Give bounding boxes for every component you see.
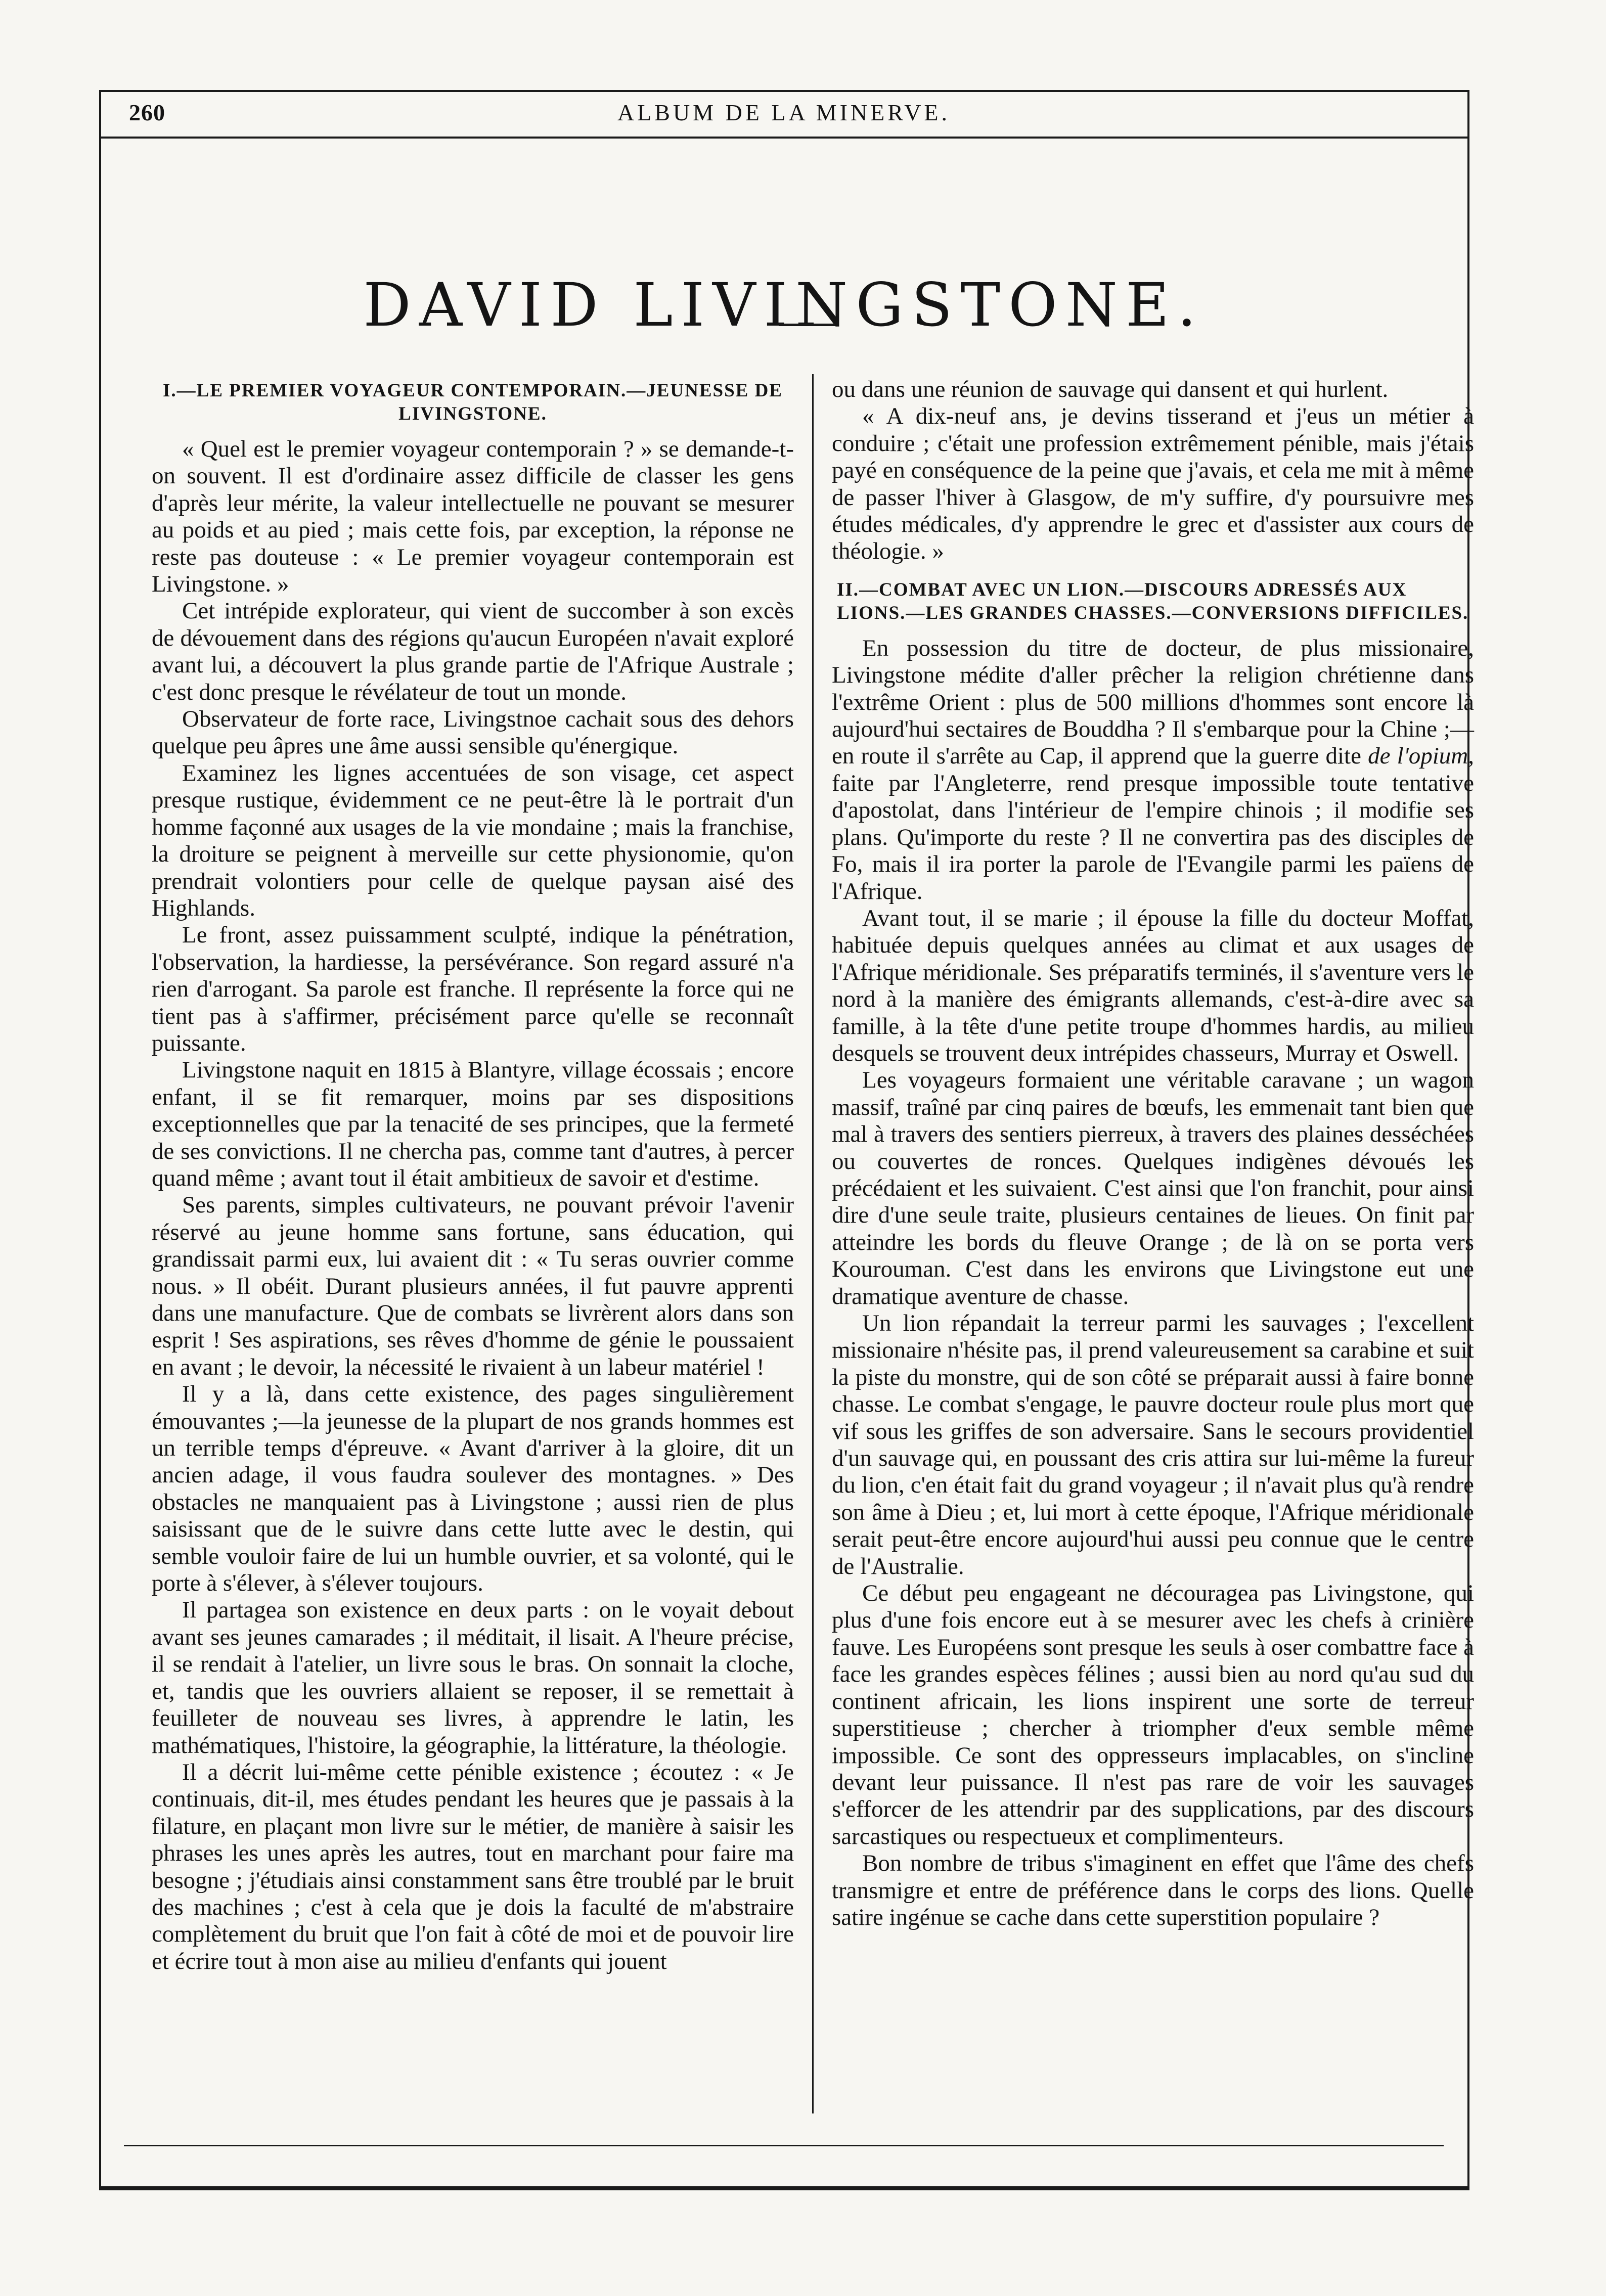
paragraph: Les voyageurs formaient une véritable caravane ; un wagon massif, traîné par cinq paires de bœufs, les emmenait tant bien que mal à travers des sentiers pierreux, à travers des plaines desséchées ou couvertes de ronces. Quelques indigènes dévoués les précédaient et les suivaient. C'est ainsi que l'on franchit, pour ainsi dire d'une seule traite, plusieurs centaines de lieues. On finit par atteindre les bords du fleuve Orange ; de là on se porta vers Kourouman. C'est dans les environs que Livingstone eut une dramatique aventure de chasse. <box>832 1067 1474 1310</box>
paragraph: Livingstone naquit en 1815 à Blantyre, village écossais ; encore enfant, il se fit remarquer, moins par ses dispositions exceptionnelles que par la tenacité de ses principes, que la fermeté de ses convictions. Il ne chercha pas, comme tant d'autres, à percer quand même ; avant tout il était ambitieux de savoir et d'estime. <box>152 1057 794 1191</box>
paragraph-continuation: ou dans une réunion de sauvage qui dansent et qui hurlent. <box>832 376 1389 402</box>
section-2-heading: II.—COMBAT AVEC UN LION.—DISCOURS ADRESSÉS AUX LIONS.—LES GRANDES CHASSES.—CONVERSIONS DIFFICILES. <box>837 579 1469 623</box>
section-1-heading: I.—LE PREMIER VOYAGEUR CONTEMPORAIN.—JEUNESSE DE LIVINGSTONE. <box>163 380 783 424</box>
header-rule <box>99 137 1469 139</box>
paragraph: Bon nombre de tribus s'imaginent en effet que l'âme des chefs transmigre et entre de préférence dans le corps des lions. Quelle satire ingénue se cache dans cette superstition populaire ? <box>832 1850 1474 1930</box>
paragraph-text: En possession du titre de docteur, de plus missionaire, Livingstone médite d'aller prêcher la religion chrétienne dans l'extrême Orient : plus de 500 millions d'hommes sont encore là aujourd'hui sectaires de Bouddha ? Il s'embarque pour la Chine ;—en route il s'arrête au Cap, il apprend que la guerre dite <box>832 635 1474 770</box>
footer-rule <box>124 2145 1444 2146</box>
page-number: 260 <box>129 100 165 125</box>
paragraph: Avant tout, il se marie ; il épouse la fille du docteur Moffat, habituée depuis quelques années au climat et aux usages de l'Afrique méridionale. Ses préparatifs terminés, il s'aventure vers le nord à la manière des émigrants allemands, c'est-à-dire avec sa famille, à la tête d'une petite troupe d'hommes hardis, au milieu desquels se trouvent deux intrépides chasseurs, Murray et Oswell. <box>832 905 1474 1066</box>
title-rule <box>779 324 835 326</box>
paragraph: Il partagea son existence en deux parts : on le voyait debout avant ses jeunes camarades ; il méditait, il lisait. A l'heure précise, il se rendait à l'atelier, un livre sous le bras. On sonnait la cloche, et, tandis que les ouvriers allaient se reposer, il se remettait à feuilleter de nouveau ses livres, à apprendre le latin, les mathématiques, l'histoire, la géographie, la littérature, la théologie. <box>152 1597 794 1759</box>
paragraph: Il y a là, dans cette existence, des pages singulièrement émouvantes ;—la jeunesse de la plupart de nos grands hommes est un terrible temps d'épreuve. « Avant d'arriver à la gloire, dit un ancien adage, il vous faudra soulever des montagnes. » Des obstacles ne manquaient pas à Livingstone ; aussi rien de plus saisissant que de le suivre dans cette lutte avec le destin, qui semble vouloir faire de lui un humble ouvrier, et sa volonté, qui le porte à s'élever, à s'élever toujours. <box>152 1381 794 1597</box>
article-title: DAVID LIVINGSTONE. <box>363 270 1204 340</box>
paragraph: « A dix-neuf ans, je devins tisserand et j'eus un métier à conduire ; c'était une profession extrêmement pénible, mais j'étais payé en conséquence de la peine que j'avais, et cela me mit à même de passer l'hiver à Glasgow, de m'y suffire, d'y poursuivre mes études médicales, d'y apprendre le grec et d'assister aux cours de théologie. » <box>832 403 1474 565</box>
paragraph: Ses parents, simples cultivateurs, ne pouvant prévoir l'avenir réservé au jeune homme sans fortune, sans éducation, qui grandissait parmi eux, lui avaient dit : « Tu seras ouvrier comme nous. » Il obéit. Durant plusieurs années, il fut pauvre apprenti dans une manufacture. Que de combats se livrèrent alors dans son esprit ! Ses aspirations, ses rêves d'homme de génie le poussaient en avant ; le devoir, la nécessité le rivaient à un labeur matériel ! <box>152 1192 794 1380</box>
right-column <box>832 376 1474 1931</box>
paragraph: Il a décrit lui-même cette pénible existence ; écoutez : « Je continuais, dit-il, mes études pendant les heures que je passais à la filature, en plaçant mon livre sur le métier, de manière à saisir les phrases les unes après les autres, tout en marchant pour faire ma besogne ; j'étudiais ainsi constamment sans être troublé par le bruit des machines ; c'est à cela que je dois la faculté de m'abstraire complètement du bruit que l'on fait à côté de moi et de pouvoir lire et écrire tout à mon aise au milieu d'enfants qui jouent <box>152 1759 794 1974</box>
paragraph: Un lion répandait la terreur parmi les sauvages ; l'excellent missionaire n'hésite pas, il prend valeureusement sa carabine et suit la piste du monstre, qui de son côté se préparait aussi à faire bonne chasse. Le combat s'engage, le pauvre docteur roule plus mort que vif sous les griffes de son adversaire. Sans le secours providentiel d'un sauvage qui, en poussant des cris attira sur lui-même la fureur du lion, c'en était fait du grand voyageur ; il n'avait plus qu'à rendre son âme à Dieu ; et, lui mort à cette époque, l'Afrique méridionale serait peut-être encore aujourd'hui aussi peu connue que le centre de l'Australie. <box>832 1310 1474 1580</box>
left-column <box>152 379 794 1975</box>
paragraph: Le front, assez puissamment sculpté, indique la pénétration, l'observation, la hardiesse, la persévérance. Son regard assuré n'a rien d'arrogant. Sa parole est franche. Il représente la force qui ne tient pas à s'affirmer, précisément parce qu'elle se reconnaît puissante. <box>152 922 794 1056</box>
paragraph: Examinez les lignes accentuées de son visage, cet aspect presque rustique, évidemment ce ne peut-être là le portrait d'un homme façonné aux usages de la vie mondaine ; mais la franchise, la droiture se peignent à merveille sur cette physionomie, qu'on prendrait volontiers pour celle de quelque paysan aisé des Highlands. <box>152 759 794 921</box>
paragraph <box>832 635 1474 905</box>
italic-phrase: de l'opium, <box>1368 743 1474 770</box>
bottom-rule <box>99 2186 1469 2188</box>
paragraph: « Quel est le premier voyageur contemporain ? » se demande-t-on souvent. Il est d'ordinaire assez difficile de classer les gens d'après leur mérite, la valeur intellectuelle ne pouvant se mesurer au poids et au pied ; mais cette fois, par exception, la réponse ne reste pas douteuse : « Le premier voyageur contemporain est Livingstone. » <box>152 436 794 598</box>
column-divider <box>812 374 814 2113</box>
running-title: ALBUM DE LA MINERVE. <box>617 100 951 125</box>
paragraph: Cet intrépide explorateur, qui vient de succomber à son excès de dévouement dans des régions qu'aucun Européen n'avait exploré avant lui, a découvert la plus grande partie de l'Afrique Australe ; c'est donc presque le révélateur de tout un monde. <box>152 598 794 705</box>
paragraph: Ce début peu engageant ne découragea pas Livingstone, qui plus d'une fois encore eut à se mesurer avec les chefs à crinière fauve. Les Européens sont presque les seuls à oser combattre face à face les grandes espèces félines ; aussi bien au nord qu'au sud du continent africain, les lions inspirent une sorte de terreur superstitieuse ; chercher à triompher d'eux semble même impossible. Ce sont des oppresseurs implacables, on s'incline devant leur puissance. Il n'est pas rare de voir les sauvages s'efforcer de les attendrir par des supplications, par des discours sarcastiques ou respectueux et complimenteurs. <box>832 1580 1474 1850</box>
paragraph: Observateur de forte race, Livingstnoe cachait sous des dehors quelque peu âpres une âme aussi sensible qu'énergique. <box>152 706 794 759</box>
paragraph-text: faite par l'Angleterre, rend presque impossible toute tentative d'apostolat, dans l'intérieur de l'empire chinois ; il modifie ses plans. Qu'importe du reste ? Il ne convertira pas des disciples de Fo, mais il ira porter la parole de l'Evangile parmi les païens de l'Afrique. <box>832 770 1474 905</box>
